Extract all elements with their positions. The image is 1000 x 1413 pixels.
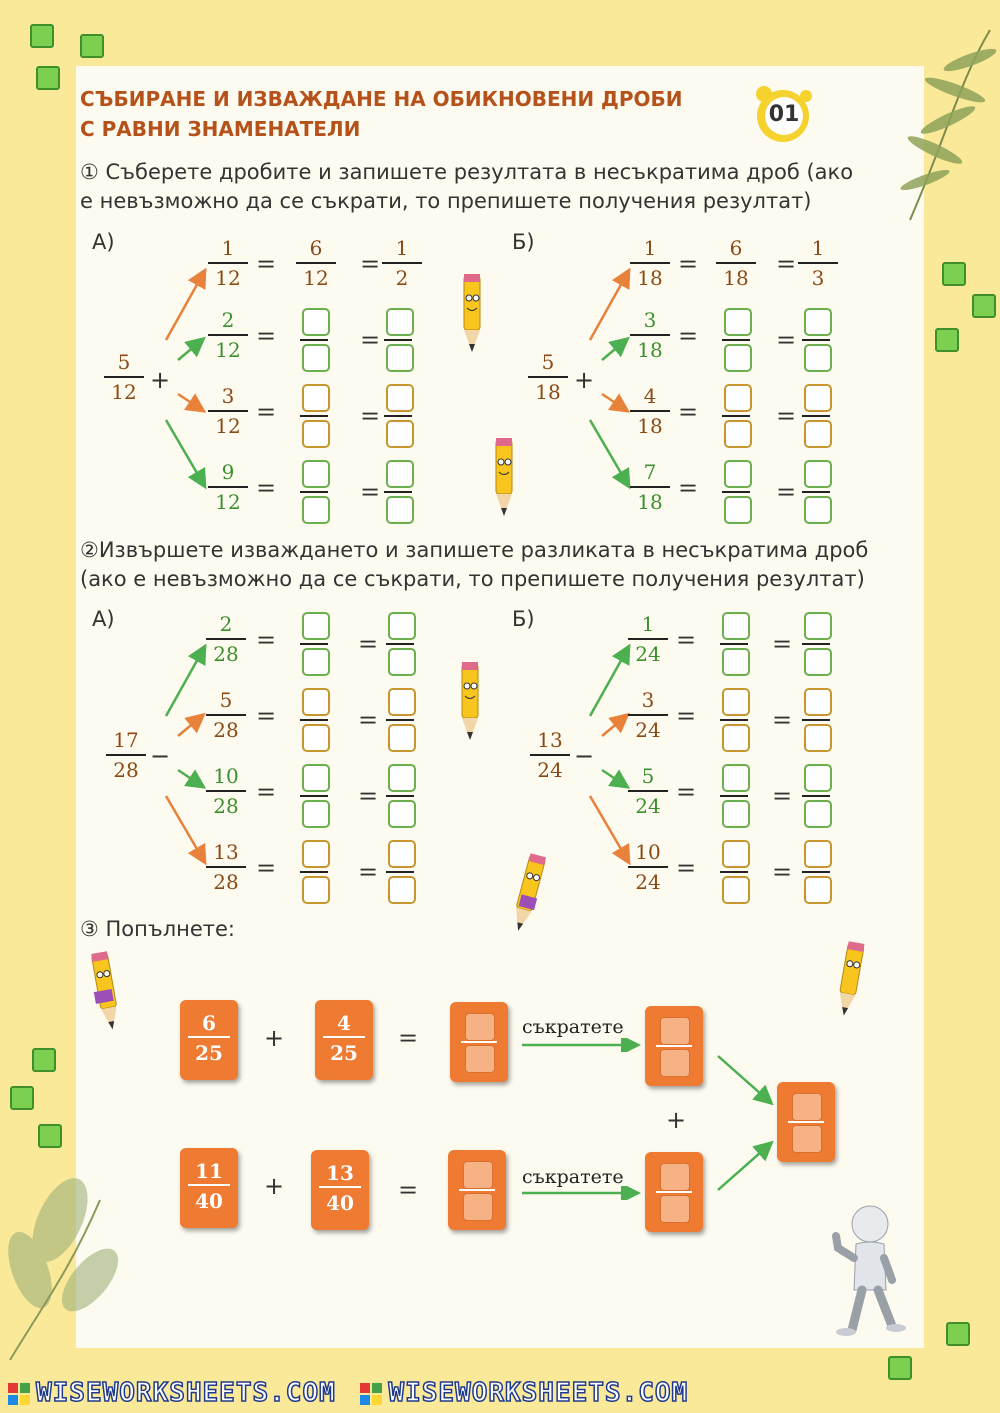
equals-sign: =: [360, 478, 381, 506]
equals-sign: =: [772, 858, 793, 886]
equals-sign: =: [360, 250, 381, 278]
task1-a-row1-result1: 6 12: [296, 234, 336, 292]
pencil-reading-icon: [506, 852, 550, 936]
answer-fraction-box[interactable]: [724, 460, 752, 524]
equals-sign: =: [776, 402, 797, 430]
equals-sign: =: [358, 706, 379, 734]
answer-fraction-box[interactable]: [388, 612, 416, 676]
footer-watermark: [0, 1378, 1000, 1413]
task1-a-operator: +: [150, 366, 171, 394]
task1-b-base-fraction: 5 18: [528, 348, 568, 406]
deco-square: [935, 328, 959, 352]
answer-fraction-box[interactable]: [302, 764, 330, 828]
task1-a-label: А): [92, 230, 115, 254]
equals-sign: =: [256, 474, 277, 502]
task2-a-row4-fraction: 13 28: [206, 838, 246, 896]
equals-sign: =: [256, 398, 277, 426]
task2-b-row2-fraction: 3 24: [628, 686, 668, 744]
task3-row1-simplified-box[interactable]: [645, 1006, 703, 1086]
deco-square: [38, 1124, 62, 1148]
task3-instruction: ③ Попълнете:: [80, 917, 236, 941]
task3-final-result-box[interactable]: [777, 1082, 835, 1162]
deco-square: [972, 294, 996, 318]
answer-fraction-box[interactable]: [722, 840, 750, 904]
answer-fraction-box[interactable]: [722, 688, 750, 752]
answer-fraction-box[interactable]: [804, 764, 832, 828]
task2-a-base-fraction: 17 28: [106, 726, 146, 784]
simplify-label: съкратете: [522, 1166, 624, 1188]
equals-sign: =: [776, 326, 797, 354]
task1-b-row1-result2: 1 3: [798, 234, 838, 292]
deco-square: [888, 1356, 912, 1380]
task2-a-operator: −: [150, 742, 171, 770]
task1-b-row3-fraction: 4 18: [630, 382, 670, 440]
badge-number: 01: [768, 102, 800, 127]
equals-sign: =: [772, 706, 793, 734]
simplify-label: съкратете: [522, 1016, 624, 1038]
equals-sign: =: [398, 1024, 419, 1052]
merge-arrows: [712, 1050, 778, 1200]
equals-sign: =: [678, 322, 699, 350]
answer-fraction-box[interactable]: [804, 308, 832, 372]
deco-square: [30, 24, 54, 48]
task3-row2-fraction1: 11 40: [180, 1148, 238, 1228]
leaves-icon: [0, 1160, 140, 1360]
task1-a-row4-fraction: 9 12: [208, 458, 248, 516]
equals-sign: =: [678, 250, 699, 278]
equals-sign: =: [676, 702, 697, 730]
task3-row2-sum-box[interactable]: [448, 1150, 506, 1230]
task1-b-row1-result1: 6 18: [716, 234, 756, 292]
task1-b-label: Б): [512, 230, 535, 254]
task2-instruction-line2: (ако е невъзможно да се съкрати, то препишете получения резултат): [80, 567, 865, 591]
task1-a-row1-result2: 1 2: [382, 234, 422, 292]
answer-fraction-box[interactable]: [804, 460, 832, 524]
answer-fraction-box[interactable]: [302, 384, 330, 448]
equals-sign: =: [676, 778, 697, 806]
answer-fraction-box[interactable]: [386, 460, 414, 524]
task2-a-row2-fraction: 5 28: [206, 686, 246, 744]
answer-fraction-box[interactable]: [724, 384, 752, 448]
task1-b-row4-fraction: 7 18: [630, 458, 670, 516]
equals-sign: =: [676, 626, 697, 654]
answer-fraction-box[interactable]: [302, 688, 330, 752]
answer-fraction-box[interactable]: [804, 840, 832, 904]
equals-sign: =: [256, 250, 277, 278]
task2-b-operator: −: [574, 742, 595, 770]
task1-a-row2-fraction: 2 12: [208, 306, 248, 364]
pencil-mascot-icon: [828, 940, 872, 1020]
task2-b-row1-fraction: 1 24: [628, 610, 668, 668]
task2-b-label: Б): [512, 607, 535, 631]
task3-row1-fraction2: 4 25: [315, 1000, 373, 1080]
equals-sign: =: [256, 322, 277, 350]
page-title: [80, 84, 683, 144]
equals-sign: =: [256, 778, 277, 806]
equals-sign: =: [256, 626, 277, 654]
task2-a-label: А): [92, 607, 115, 631]
equals-sign: =: [256, 854, 277, 882]
deco-square: [10, 1086, 34, 1110]
answer-fraction-box[interactable]: [302, 460, 330, 524]
title-line-2: С РАВНИ ЗНАМЕНАТЕЛИ: [80, 117, 361, 141]
answer-fraction-box[interactable]: [302, 308, 330, 372]
deco-square: [80, 34, 104, 58]
answer-fraction-box[interactable]: [386, 384, 414, 448]
plus-sign: +: [264, 1024, 285, 1052]
task1-a-row1-fraction: 1 12: [208, 234, 248, 292]
answer-fraction-box[interactable]: [388, 764, 416, 828]
task2-b-row4-fraction: 10 24: [628, 838, 668, 896]
task3-row2-fraction2: 13 40: [311, 1150, 369, 1230]
wise-logo-icon: [8, 1383, 30, 1405]
equals-sign: =: [358, 858, 379, 886]
answer-fraction-box[interactable]: [724, 308, 752, 372]
pencil-mascot-icon: [452, 272, 492, 356]
answer-fraction-box[interactable]: [302, 612, 330, 676]
answer-fraction-box[interactable]: [386, 308, 414, 372]
answer-fraction-box[interactable]: [804, 688, 832, 752]
task1-b-operator: +: [574, 366, 595, 394]
task1-instruction-line2: е невъзможно да се съкрати, то препишете получения резултат): [80, 189, 812, 213]
equals-sign: =: [256, 702, 277, 730]
task1-b-row1-fraction: 1 18: [630, 234, 670, 292]
answer-fraction-box[interactable]: [388, 840, 416, 904]
footer-text: WISEWORKSHEETS.COM: [36, 1378, 336, 1408]
plus-sign: +: [666, 1106, 687, 1134]
plus-sign: +: [264, 1172, 285, 1200]
answer-fraction-box[interactable]: [722, 612, 750, 676]
pencil-mascot-icon: [450, 660, 490, 744]
task2-a-row3-fraction: 10 28: [206, 762, 246, 820]
wise-logo-icon: [360, 1383, 382, 1405]
task2-b-row3-fraction: 5 24: [628, 762, 668, 820]
task1-a-row3-fraction: 3 12: [208, 382, 248, 440]
task3-row2-simplified-box[interactable]: [645, 1152, 703, 1232]
deco-square: [32, 1048, 56, 1072]
equals-sign: =: [678, 474, 699, 502]
pencil-mascot-icon: [484, 436, 524, 520]
equals-sign: =: [772, 782, 793, 810]
equals-sign: =: [678, 398, 699, 426]
answer-fraction-box[interactable]: [804, 612, 832, 676]
deco-square: [946, 1322, 970, 1346]
answer-fraction-box[interactable]: [804, 384, 832, 448]
task3-row1-sum-box[interactable]: [450, 1002, 508, 1082]
thumbs-up-figure-icon: [826, 1200, 906, 1340]
task1-a-base-fraction: 5 12: [104, 348, 144, 406]
task2-a-row1-fraction: 2 28: [206, 610, 246, 668]
task2-instruction-line1: ②Извършете изваждането и запишете разликата в несъкратима дроб: [80, 538, 869, 562]
task1-b-row2-fraction: 3 18: [630, 306, 670, 364]
title-line-1: СЪБИРАНЕ И ИЗВАЖДАНЕ НА ОБИКНОВЕНИ ДРОБИ: [80, 87, 683, 111]
task1-instruction-line1: ① Съберете дробите и запишете резултата в несъкратима дроб (ако: [80, 160, 854, 184]
task2-b-base-fraction: 13 24: [530, 726, 570, 784]
simplify-arrow: [520, 1038, 645, 1052]
equals-sign: =: [776, 250, 797, 278]
number-badge: [748, 78, 818, 148]
equals-sign: =: [776, 478, 797, 506]
answer-fraction-box[interactable]: [302, 840, 330, 904]
answer-fraction-box[interactable]: [722, 764, 750, 828]
equals-sign: =: [772, 630, 793, 658]
equals-sign: =: [360, 326, 381, 354]
task3-row1-fraction1: 6 25: [180, 1000, 238, 1080]
deco-square: [942, 262, 966, 286]
simplify-arrow: [520, 1186, 645, 1200]
leaf-branch-icon: [850, 20, 1000, 230]
equals-sign: =: [358, 630, 379, 658]
answer-fraction-box[interactable]: [388, 688, 416, 752]
equals-sign: =: [398, 1176, 419, 1204]
deco-square: [36, 66, 60, 90]
pencil-reading-icon: [84, 950, 128, 1034]
equals-sign: =: [360, 402, 381, 430]
equals-sign: =: [358, 782, 379, 810]
footer-text: WISEWORKSHEETS.COM: [388, 1378, 689, 1408]
equals-sign: =: [676, 854, 697, 882]
